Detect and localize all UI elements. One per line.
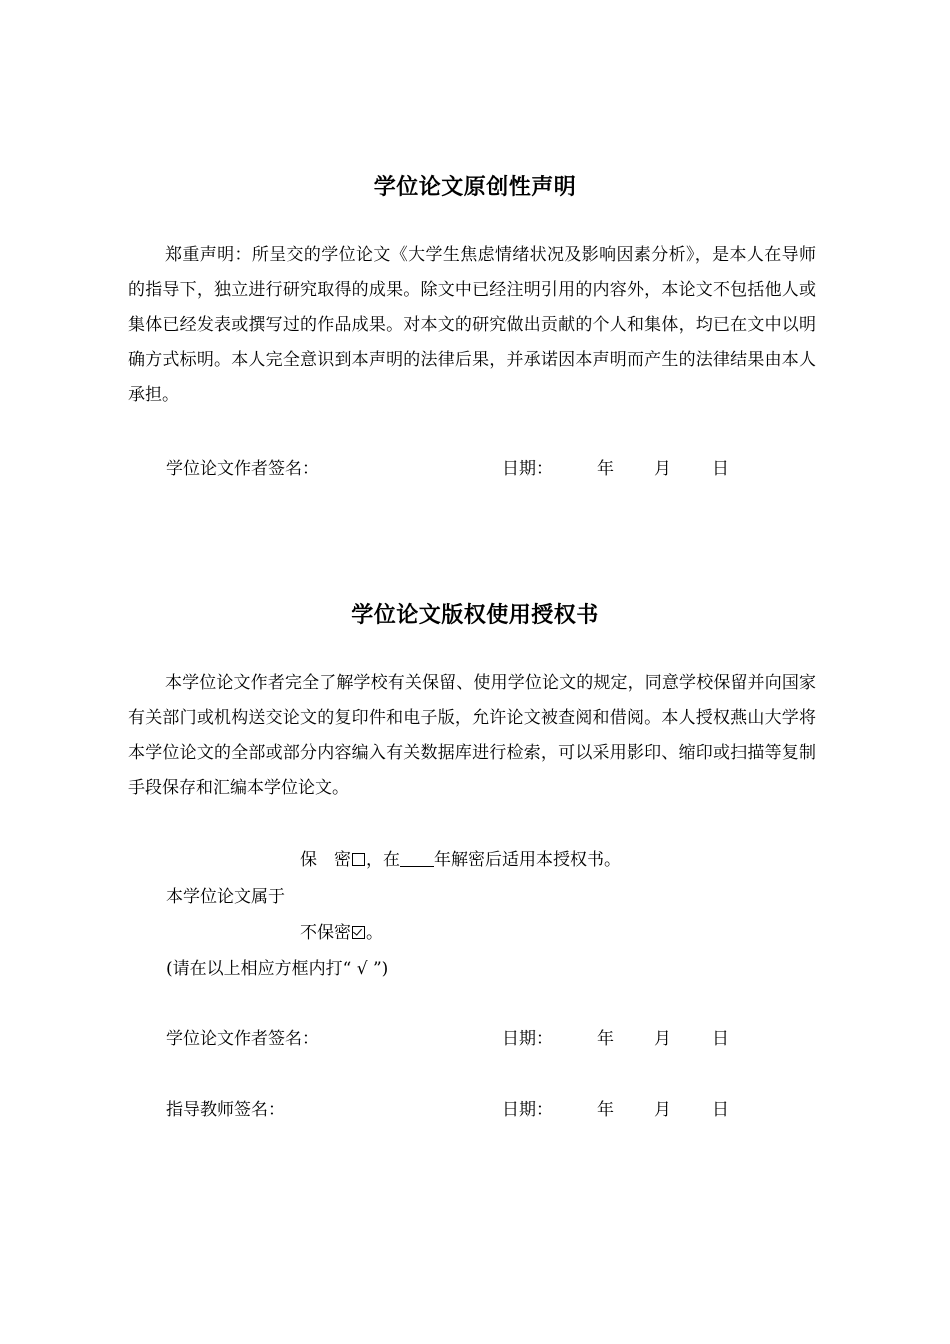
advisor-year-label: 年 <box>597 1100 614 1120</box>
originality-day-label: 日 <box>712 459 729 479</box>
copyright-author-day-label: 日 <box>712 1029 729 1049</box>
originality-date-label: 日期： <box>502 459 553 479</box>
advisor-month-label: 月 <box>654 1100 671 1120</box>
copyright-author-month-label: 月 <box>654 1029 671 1049</box>
not-secret-checkbox[interactable] <box>352 926 365 939</box>
not-secret-tail: 。 <box>366 923 383 943</box>
secret-tail-1: ，在 <box>366 850 400 870</box>
originality-year-label: 年 <box>597 459 614 479</box>
secret-tail-2: 年解密后适用本授权书。 <box>434 850 621 870</box>
originality-title: 学位论文原创性声明 <box>373 175 577 200</box>
secret-checkbox[interactable] <box>352 853 365 866</box>
belongs-label: 本学位论文属于 <box>166 887 285 907</box>
secret-label: 保 密 <box>300 850 351 870</box>
copyright-author-date-label: 日期： <box>502 1029 553 1049</box>
secret-option-line <box>300 849 621 871</box>
copyright-author-year-label: 年 <box>597 1029 614 1049</box>
advisor-day-label: 日 <box>712 1100 729 1120</box>
not-secret-option-line <box>300 922 383 944</box>
secret-years-blank[interactable] <box>400 851 434 867</box>
copyright-body: 本学位论文作者完全了解学校有关保留、使用学位论文的规定，同意学校保留并向国家有关部门或机构送交论文的复印件和电子版，允许论文被查阅和借阅。本人授权燕山大学将本学位论文的全部或部分内容编入有关数据库进行检索，可以采用影印、缩印或扫描等复制手段保存和汇编本学位论文。 <box>128 673 816 798</box>
copyright-title: 学位论文版权使用授权书 <box>351 603 599 628</box>
advisor-date-label: 日期： <box>502 1100 553 1120</box>
copyright-author-sign-label: 学位论文作者签名： <box>166 1029 319 1049</box>
checkbox-instruction: (请在以上相应方框内打“ √ ”) <box>166 959 389 979</box>
originality-month-label: 月 <box>654 459 671 479</box>
advisor-sign-label: 指导教师签名： <box>166 1100 285 1120</box>
not-secret-label: 不保密 <box>300 923 351 943</box>
originality-body: 郑重声明：所呈交的学位论文《大学生焦虑情绪状况及影响因素分析》，是本人在导师的指导下，独立进行研究取得的成果。除文中已经注明引用的内容外，本论文不包括他人或集体已经发表或撰写过的作品成果。对本文的研究做出贡献的个人和集体，均已在文中以明确方式标明。本人完全意识到本声明的法律后果，并承诺因本声明而产生的法律结果由本人承担。 <box>128 245 816 405</box>
originality-author-sign-label: 学位论文作者签名： <box>166 459 319 479</box>
